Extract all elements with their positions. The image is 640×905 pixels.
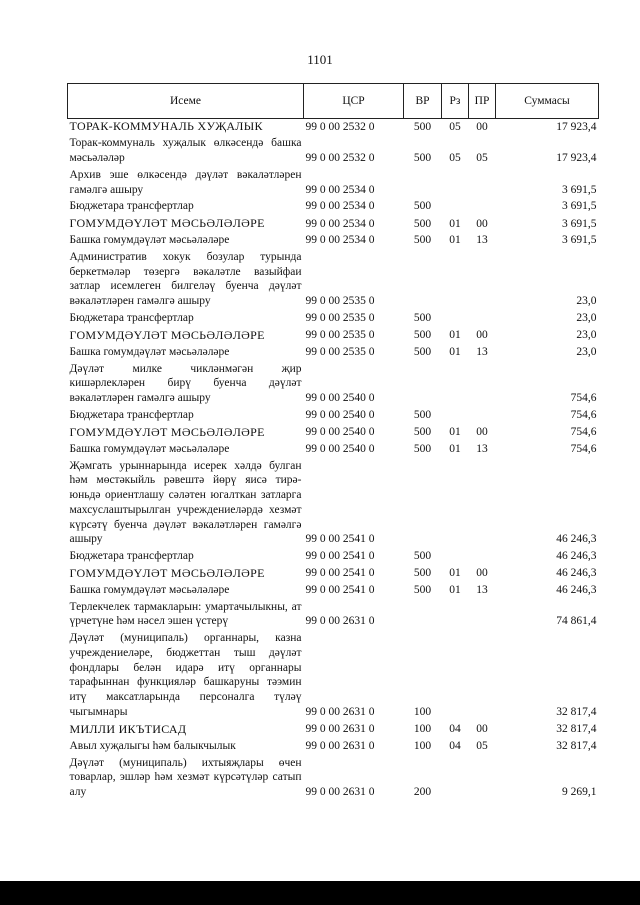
cell-rz: 04 (449, 739, 461, 752)
cell-pr (469, 631, 496, 721)
cell-pr: 00 (476, 723, 488, 736)
cell-sum: 74 861,4 (556, 615, 597, 628)
table-row (68, 631, 599, 721)
cell-pr (469, 199, 496, 216)
cell-sum: 46 246,3 (556, 584, 597, 597)
cell-name: ГОМУМДӘҮЛӘТ МӘСЬӘЛӘЛӘРЕ (69, 565, 265, 580)
cell-pr: 13 (476, 584, 488, 597)
cell-name: Башка гомумдәүләт мәсьәләләре (69, 584, 230, 597)
cell-csr: 99 0 00 2534 0 (305, 183, 375, 196)
table-row (68, 328, 599, 345)
cell-vr: 500 (413, 329, 432, 342)
cell-rz: 01 (449, 329, 461, 342)
table-row (68, 233, 599, 250)
cell-vr: 100 (413, 723, 432, 736)
cell-pr: 00 (476, 567, 488, 580)
table-row (68, 119, 599, 137)
cell-rz (442, 168, 469, 199)
cell-vr: 500 (413, 120, 432, 133)
cell-sum: 3 691,5 (562, 217, 597, 230)
cell-sum: 9 269,1 (562, 786, 597, 799)
cell-rz (442, 311, 469, 328)
cell-csr: 99 0 00 2631 0 (305, 615, 375, 628)
cell-csr: 99 0 00 2631 0 (305, 723, 375, 736)
cell-vr: 500 (413, 408, 432, 421)
table-row (68, 362, 599, 408)
table-row (68, 199, 599, 216)
cell-name: Административ хокук бозулар турында беркетмәләр төзергә вәкаләтле вазыйфаи затлар исемлеген билгеләү буенча дәүләт вәкаләтләрен гамәлгә ашыру (69, 251, 302, 308)
cell-vr (404, 250, 442, 311)
table-row (68, 168, 599, 199)
table-row (68, 408, 599, 425)
cell-csr: 99 0 00 2532 0 (305, 120, 375, 133)
cell-sum: 754,6 (570, 392, 597, 405)
cell-rz: 04 (449, 723, 461, 736)
cell-name: ГОМУМДӘҮЛӘТ МӘСЬӘЛӘЛӘРЕ (69, 327, 265, 342)
cell-csr: 99 0 00 2540 0 (305, 392, 375, 405)
cell-vr: 500 (413, 442, 432, 455)
cell-csr: 99 0 00 2540 0 (305, 442, 375, 455)
cell-pr (469, 250, 496, 311)
cell-csr: 99 0 00 2541 0 (305, 584, 375, 597)
cell-pr: 00 (476, 217, 488, 230)
table-row (68, 566, 599, 583)
cell-vr (404, 362, 442, 408)
table-body (68, 119, 599, 802)
cell-name: ТОРАК-КОММУНАЛЬ ХУҖАЛЫК (69, 119, 263, 133)
cell-rz: 05 (449, 120, 461, 133)
cell-sum: 3 691,5 (562, 183, 597, 196)
cell-rz (442, 250, 469, 311)
cell-sum: 46 246,3 (556, 533, 597, 546)
cell-name: Торак-коммуналь хуҗалык өлкәсендә башка мәсьәләләр (69, 137, 302, 165)
cell-vr (404, 459, 442, 549)
table-row (68, 459, 599, 549)
table-row (68, 600, 599, 631)
cell-sum: 17 923,4 (556, 152, 597, 165)
cell-rz (442, 199, 469, 216)
cell-pr: 05 (476, 152, 488, 165)
column-header-sum: Суммасы (496, 84, 599, 119)
cell-sum: 3 691,5 (562, 234, 597, 247)
cell-name: Башка гомумдәүләт мәсьәләләре (69, 345, 230, 358)
cell-csr: 99 0 00 2631 0 (305, 705, 375, 718)
cell-csr: 99 0 00 2535 0 (305, 311, 375, 324)
cell-vr: 500 (413, 311, 432, 324)
cell-sum: 754,6 (570, 426, 597, 439)
cell-name: ГОМУМДӘҮЛӘТ МӘСЬӘЛӘЛӘРЕ (69, 424, 265, 439)
cell-rz (442, 459, 469, 549)
cell-rz: 01 (449, 442, 461, 455)
cell-sum: 46 246,3 (556, 567, 597, 580)
cell-pr (469, 408, 496, 425)
cell-csr: 99 0 00 2534 0 (305, 200, 375, 213)
cell-name: Дәүләт милке чикләнмәгән җир кишәрлекләрен бирү буенча дәүләт вәкаләтләрен гамәлгә ашыру (69, 362, 302, 405)
cell-name: Авыл хуҗалыгы һәм балыкчылык (69, 739, 236, 752)
cell-sum: 46 246,3 (556, 549, 597, 562)
cell-name: Башка гомумдәүләт мәсьәләләре (69, 442, 230, 455)
table-row (68, 722, 599, 739)
cell-name: Бюджетара трансфертлар (69, 200, 194, 213)
cell-vr (404, 168, 442, 199)
table-header (68, 84, 599, 119)
cell-csr: 99 0 00 2535 0 (305, 329, 375, 342)
cell-sum: 3 691,5 (562, 200, 597, 213)
cell-pr (469, 362, 496, 408)
cell-sum: 32 817,4 (556, 739, 597, 752)
cell-name: Архив эше өлкәсендә дәүләт вәкаләтләрен гамәлгә ашыру (69, 168, 302, 196)
cell-rz: 01 (449, 584, 461, 597)
table-row (68, 136, 599, 167)
cell-rz: 01 (449, 234, 461, 247)
cell-pr: 00 (476, 120, 488, 133)
cell-sum: 17 923,4 (556, 120, 597, 133)
cell-pr: 00 (476, 426, 488, 439)
cell-name: Башка гомумдәүләт мәсьәләләре (69, 234, 230, 247)
cell-vr: 100 (413, 739, 432, 752)
cell-csr: 99 0 00 2631 0 (305, 786, 375, 799)
cell-vr: 500 (413, 200, 432, 213)
table-row (68, 311, 599, 328)
cell-csr: 99 0 00 2631 0 (305, 739, 375, 752)
cell-rz: 01 (449, 426, 461, 439)
cell-rz: 01 (449, 217, 461, 230)
cell-sum: 754,6 (570, 408, 597, 421)
table-row (68, 425, 599, 442)
cell-csr: 99 0 00 2535 0 (305, 345, 375, 358)
budget-table (67, 83, 599, 802)
cell-sum: 754,6 (570, 442, 597, 455)
cell-pr (469, 549, 496, 566)
cell-pr: 13 (476, 345, 488, 358)
cell-name: Җәмгать урыннарында исерек хәлдә булган һәм мөстәкыйль рәвештә йөрү яисә тирә-юньдә ориентлашу сәләтен югалткан затларга махсуслаштырылган учреждениеләрдә хезмәт күрсәтү буенча дәүләт вәкаләтләрен гамәлгә ашыру (69, 459, 302, 546)
cell-vr: 500 (413, 584, 432, 597)
cell-vr: 500 (413, 152, 432, 165)
cell-vr: 500 (413, 345, 432, 358)
cell-name: Дәүләт (муниципаль) ихтыяҗлары өчен товарлар, эшләр һәм хезмәт күрсәтүләр сатып алу (69, 756, 302, 799)
cell-rz: 05 (449, 152, 461, 165)
cell-rz (442, 631, 469, 721)
cell-rz (442, 756, 469, 802)
table-row (68, 739, 599, 756)
cell-vr: 500 (413, 234, 432, 247)
cell-rz (442, 362, 469, 408)
scan-border (0, 881, 640, 905)
cell-pr (469, 756, 496, 802)
column-header-csr: ЦСР (304, 84, 404, 119)
table-row (68, 756, 599, 802)
cell-csr: 99 0 00 2534 0 (305, 234, 375, 247)
cell-pr (469, 311, 496, 328)
cell-csr: 99 0 00 2540 0 (305, 408, 375, 421)
cell-sum: 23,0 (576, 311, 597, 324)
cell-pr: 13 (476, 442, 488, 455)
cell-sum: 23,0 (576, 295, 597, 308)
cell-rz (442, 600, 469, 631)
cell-rz (442, 549, 469, 566)
cell-name: ГОМУМДӘҮЛӘТ МӘСЬӘЛӘЛӘРЕ (69, 215, 265, 230)
cell-sum: 23,0 (576, 345, 597, 358)
column-header-pr: ПР (469, 84, 496, 119)
cell-name: МИЛЛИ ИКЪТИСАД (69, 721, 187, 736)
cell-rz: 01 (449, 345, 461, 358)
cell-pr (469, 168, 496, 199)
cell-name: Бюджетара трансфертлар (69, 549, 194, 562)
column-header-name: Исеме (68, 84, 304, 119)
cell-csr: 99 0 00 2541 0 (305, 549, 375, 562)
table-row (68, 345, 599, 362)
cell-csr: 99 0 00 2534 0 (305, 217, 375, 230)
page-number: 1101 (307, 52, 333, 67)
cell-pr (469, 600, 496, 631)
cell-rz: 01 (449, 567, 461, 580)
table-row (68, 583, 599, 600)
cell-vr: 500 (413, 217, 432, 230)
table-row (68, 442, 599, 459)
cell-sum: 23,0 (576, 329, 597, 342)
table-row (68, 216, 599, 233)
cell-name: Дәүләт (муниципаль) органнары, казна учреждениеләре, бюджеттан тыш дәүләт фондлары белән идарә итү органнары тарафыннан функцияләр башкаруны тәэмин итү максатларында персоналга түләү чыгымнары (69, 632, 302, 718)
cell-pr: 00 (476, 329, 488, 342)
cell-vr: 500 (413, 426, 432, 439)
cell-pr: 13 (476, 234, 488, 247)
cell-rz (442, 408, 469, 425)
cell-csr: 99 0 00 2535 0 (305, 295, 375, 308)
table-row (68, 549, 599, 566)
table-row (68, 250, 599, 311)
cell-sum: 32 817,4 (556, 705, 597, 718)
cell-name: Бюджетара трансфертлар (69, 408, 194, 421)
cell-csr: 99 0 00 2540 0 (305, 426, 375, 439)
cell-pr (469, 459, 496, 549)
column-header-rz: Рз (442, 84, 469, 119)
cell-pr: 05 (476, 739, 488, 752)
cell-vr: 500 (413, 549, 432, 562)
cell-name: Терлекчелек тармакларын: умартачылыкны, ат үрчетүне һәм нәсел эшен үстерү (69, 600, 302, 628)
column-header-vr: ВР (404, 84, 442, 119)
cell-vr (404, 600, 442, 631)
cell-name: Бюджетара трансфертлар (69, 311, 194, 324)
cell-csr: 99 0 00 2541 0 (305, 533, 375, 546)
cell-csr: 99 0 00 2541 0 (305, 567, 375, 580)
cell-vr: 500 (413, 567, 432, 580)
cell-csr: 99 0 00 2532 0 (305, 152, 375, 165)
cell-vr: 100 (413, 705, 432, 718)
cell-sum: 32 817,4 (556, 723, 597, 736)
cell-vr: 200 (413, 786, 432, 799)
